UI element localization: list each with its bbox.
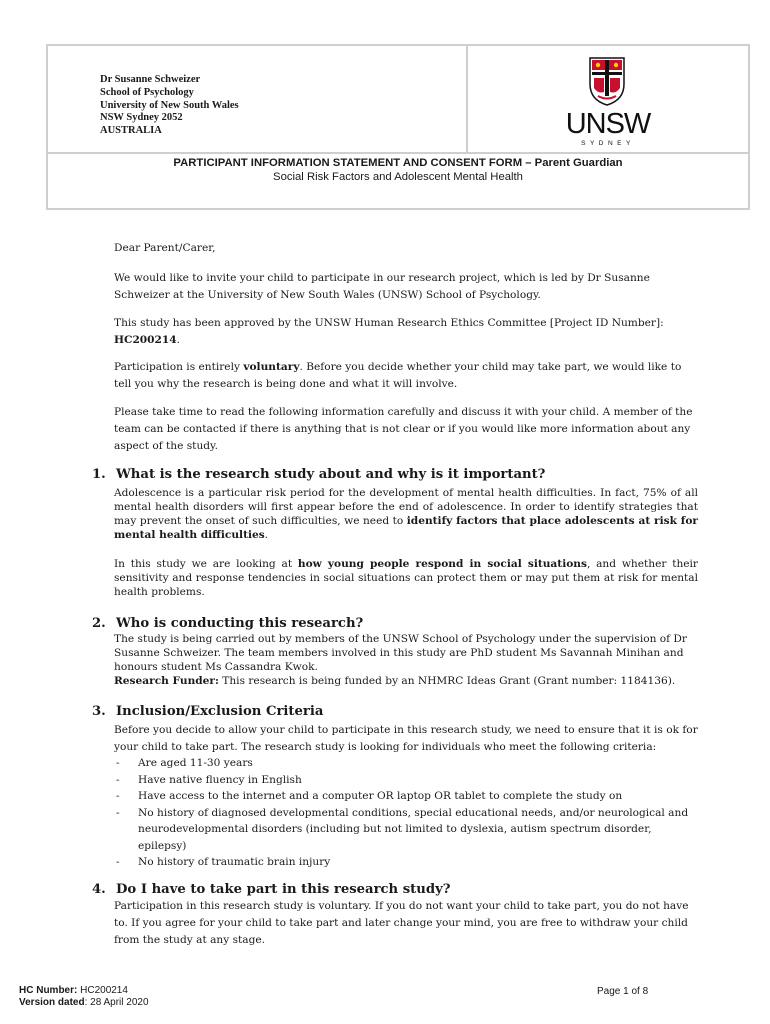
hc-number [19,985,149,997]
hc-value: HC200214 [77,985,128,996]
section-2-paragraph [114,632,698,688]
emphasis-text: voluntary [243,361,300,373]
section-title: What is the research study about and why is it important? [116,467,546,482]
text-span: In this study we are looking at [114,558,298,570]
logo-subtext: SYDNEY [581,140,635,147]
document-header [46,44,750,210]
list-item: - No history of traumatic brain injury [114,854,698,871]
list-item: - No history of diagnosed developmental conditions, special educational needs, and/or neurological and neurodevelopmental disorders (including but not limited to dyslexia, autism spectrum disorder, epilepsy) [114,805,698,855]
section-number: 1. [92,467,106,482]
address-line: Dr Susanne Schweizer [100,74,201,85]
list-item: - Are aged 11-30 years [114,755,698,772]
intro-paragraph: We would like to invite your child to participate in our research project, which is led by Dr Susanne Schweizer at the University of New South Wales (UNSW) School of Psychology. [114,272,650,301]
section-number: 3. [92,704,106,719]
section-heading-4 [92,881,450,899]
hc-label: HC Number: [19,985,78,996]
section-heading-1 [92,466,545,484]
text-span: . Before you decide whether your child may take part, we would like to tell you why the research is being done and what it will involve. [114,361,682,390]
address-line: AUSTRALIA [100,125,162,137]
text-span: Participation is entirely [114,361,244,373]
logo-wordmark: UNSW [565,108,651,140]
section-title: Do I have to take part in this research study? [116,882,451,897]
footer-meta [19,985,149,1009]
ethics-text: This study has been approved by the UNSW Human Research Ethics Committee [Project ID Number]: [114,317,664,329]
voluntary-paragraph [114,359,698,393]
reading-paragraph: Please take time to read the following information carefully and discuss it with your child. A member of the team can be contacted if there is anything that is not clear or if you would like more information about any aspect of the study. [114,406,693,452]
list-item: - Have access to the internet and a computer OR laptop OR tablet to complete the study on [114,788,698,805]
emphasis-text: how young people respond in social situations [297,558,587,570]
address-line: University of New South Wales [100,99,239,111]
emphasis-text: identify factors that place adolescents at risk for mental health difficulties [114,515,698,541]
header-divider-horizontal [48,152,748,154]
list-item: - Have native fluency in English [114,772,698,789]
researcher-address [100,74,239,138]
text-span: , and whether their sensitivity and response tendencies in social situations can protect them or may put them at risk for mental health problems. [114,558,698,598]
section-heading-3 [92,703,323,721]
address-line: NSW Sydney 2052 [100,112,183,124]
section-number: 4. [92,882,106,897]
page-number: Page 1 of 8 [597,986,649,997]
ethics-paragraph [114,315,698,349]
text-span: . [264,529,269,541]
unsw-crest-icon [588,56,626,106]
section-title: Who is conducting this research? [116,616,364,631]
form-subtitle: Social Risk Factors and Adolescent Mental Health [273,171,523,183]
version-date [19,997,149,1009]
section-4-paragraph: Participation in this research study is voluntary. If you do not want your child to take part, you do not have to. If you agree for your child to take part and later change your mind, you are free to withdraw your child from the study at any stage. [114,900,689,946]
section-heading-2 [92,615,363,633]
greeting: Dear Parent/Carer, [114,242,216,254]
ethics-end: . [176,334,181,346]
form-title: PARTICIPANT INFORMATION STATEMENT AND CONSENT FORM – Parent Guardian [173,157,623,169]
text-span: The study is being carried out by members of the UNSW School of Psychology under the supervision of Dr Susanne Schweizer. The team members involved in this study are PhD student Ms Savannah Minihan and honours student Ms Cassandra Kwok. [114,633,687,673]
header-divider-vertical [466,46,468,152]
section-3-paragraph: Before you decide to allow your child to participate in this research study, we need to ensure that it is ok for your child to take part. The research study is looking for individuals who meet the following criteria: [114,724,698,753]
funder-text: This research is being funded by an NHMRC Ideas Grant (Grant number: 1184136). [218,675,676,687]
criteria-list [114,755,698,871]
funder-label: Research Funder: [114,675,219,687]
section-1-paragraph-2 [114,557,698,599]
section-number: 2. [92,616,106,631]
address-line: School of Psychology [100,86,194,98]
section-1-paragraph-1 [114,486,698,542]
section-title: Inclusion/Exclusion Criteria [116,704,324,719]
text-span: Adolescence is a particular risk period for the development of mental health difficulties. In fact, 75% of all mental health disorders will first appear before the end of adolescence. In order to identify strategies that may prevent the onset of such difficulties, we need to [114,487,698,527]
version-value: : 28 April 2020 [84,997,149,1008]
project-id: HC200214 [114,334,177,346]
unsw-logo [558,56,658,148]
version-label: Version dated [19,997,85,1008]
